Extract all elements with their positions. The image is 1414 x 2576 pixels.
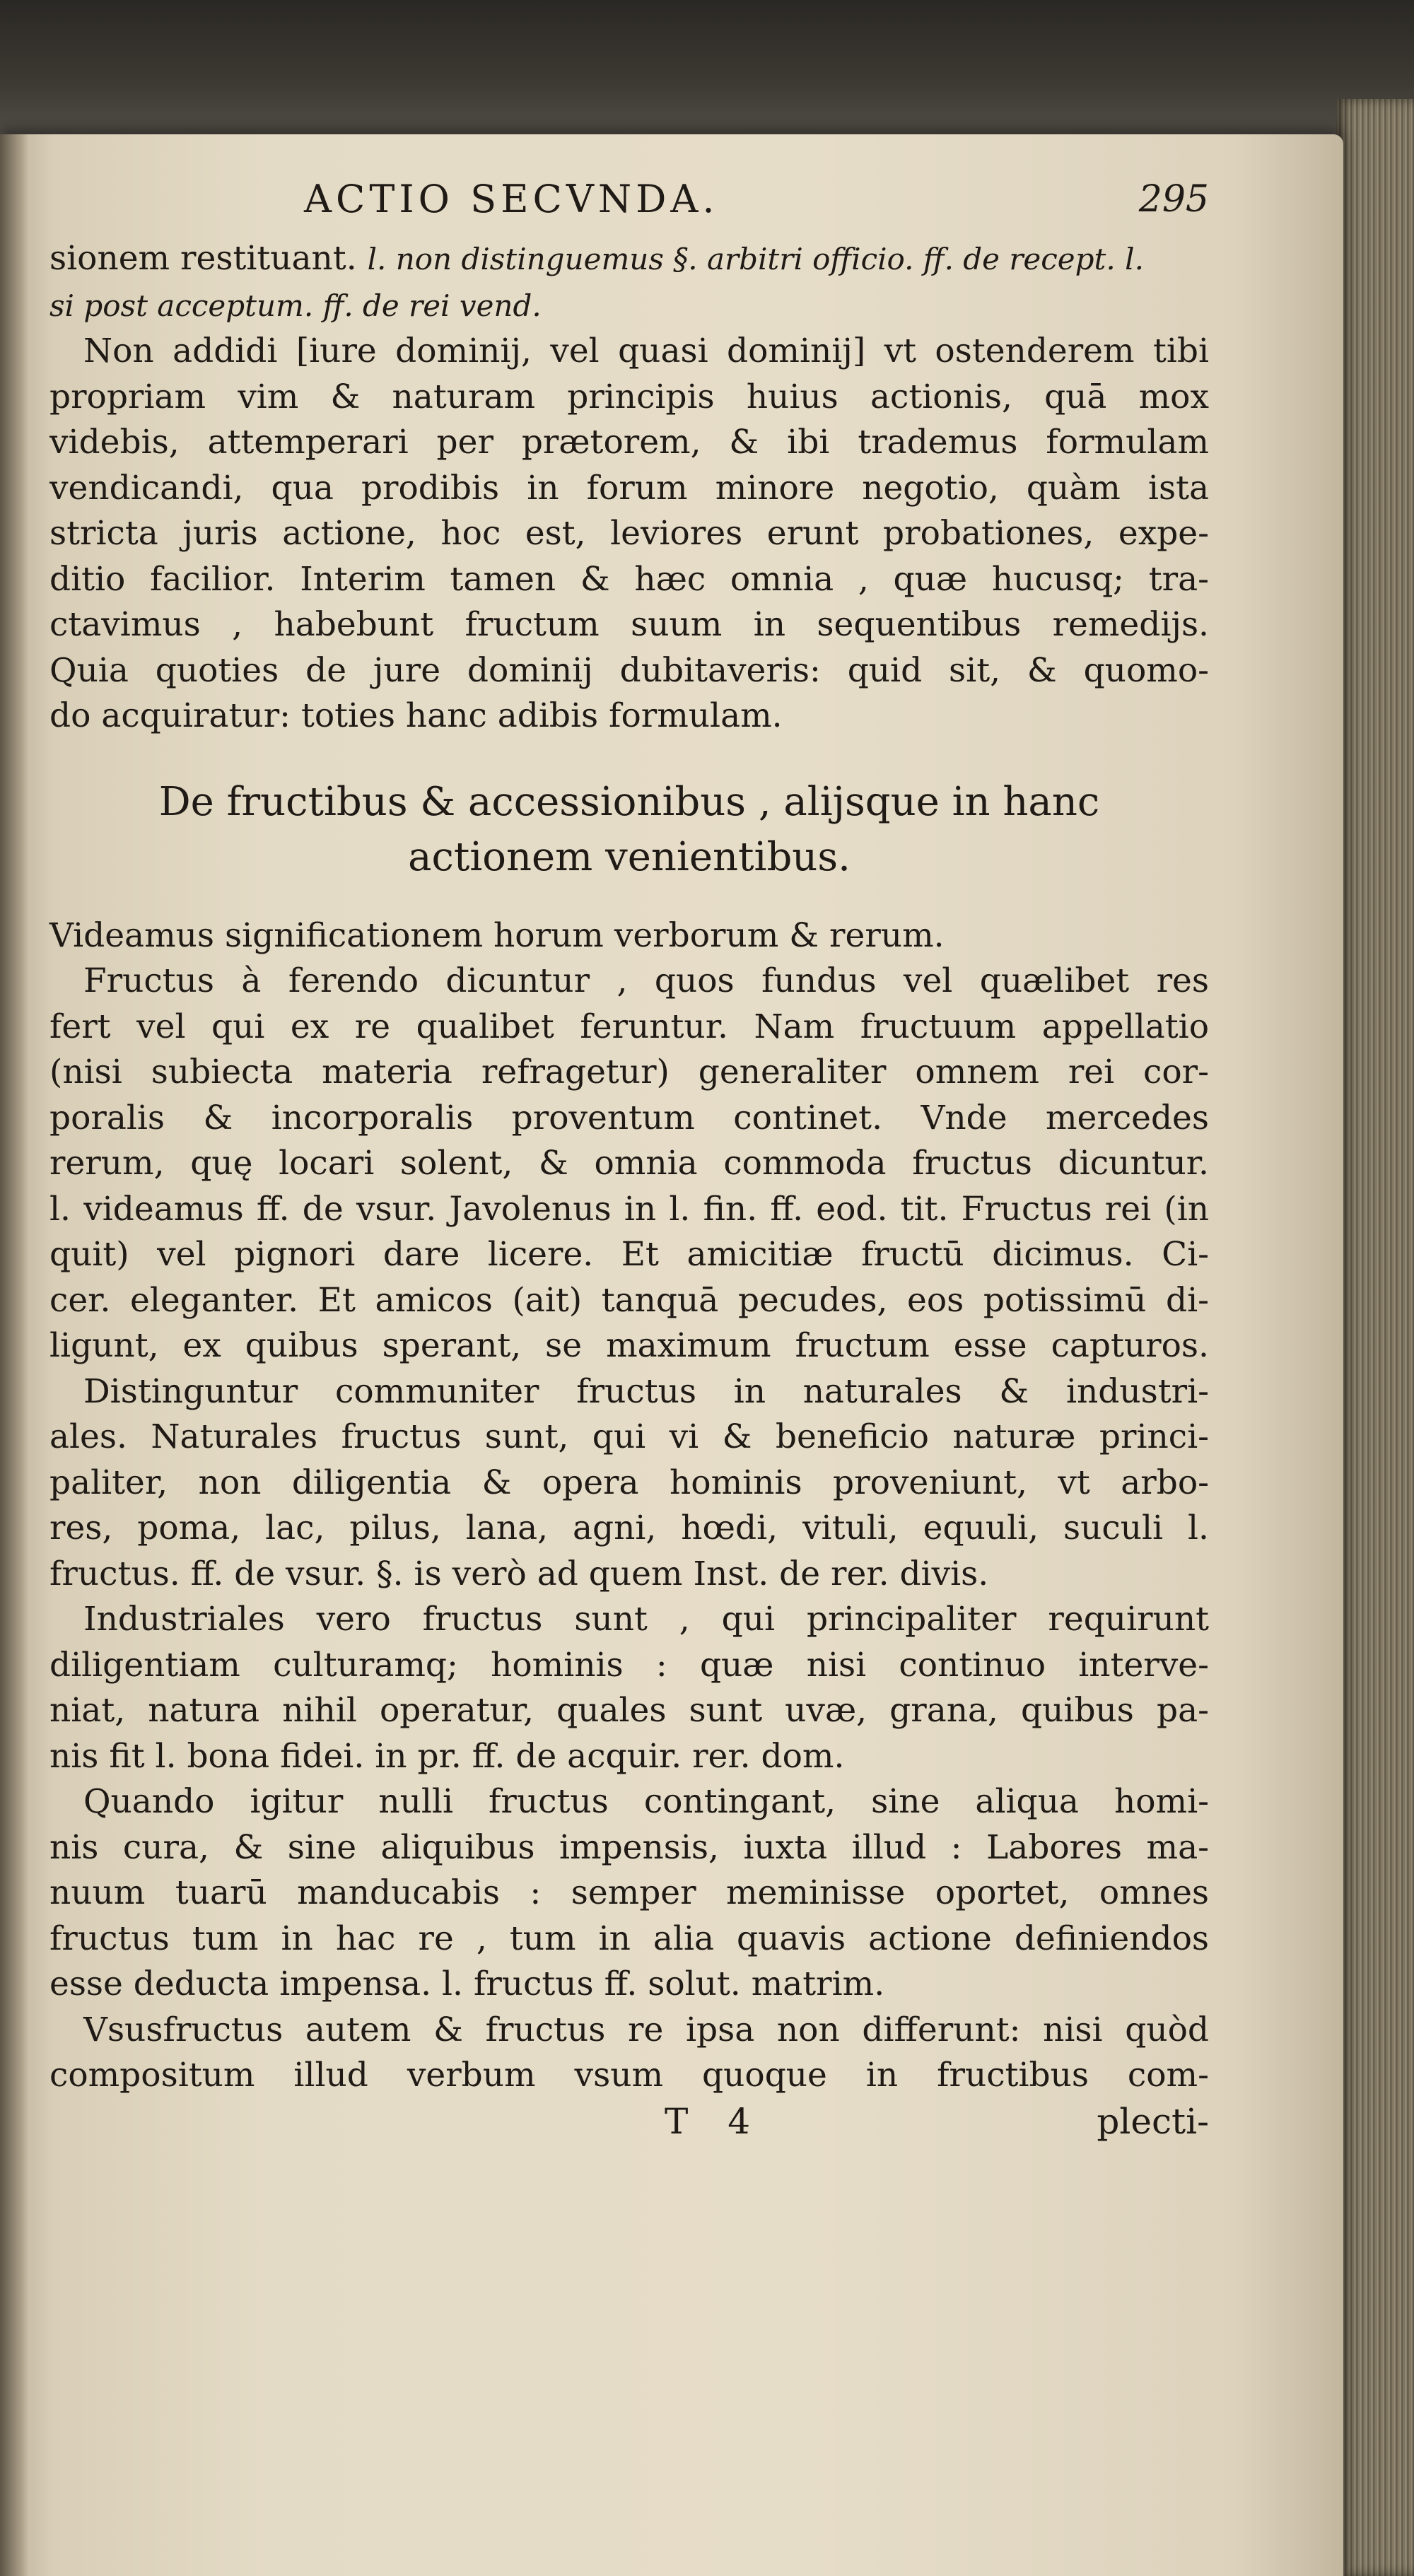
scan-background	[0, 0, 1414, 141]
text-line: Videamus significationem horum verborum & rerum.	[49, 915, 945, 955]
paragraph-6	[49, 1597, 1209, 1779]
signature-mark: T 4	[665, 2100, 765, 2142]
text-line: propriam vim & naturam principis huius actionis, quā mox	[49, 377, 1209, 416]
text-line: Distinguntur communiter fructus in naturales & industri-	[83, 1371, 1209, 1411]
text-line: cer. eleganter. Et amicos (ait) tanquā pecudes, eos potissimū di-	[49, 1280, 1209, 1320]
text-line: Quando igitur nulli fructus contingant, sine aliqua homi-	[83, 1782, 1209, 1821]
text-line: ales. Naturales fructus sunt, qui vi & beneficio naturæ princi-	[49, 1417, 1209, 1456]
text-line: nuum tuarū manducabis : semper meminisse oportet, omnes	[49, 1873, 1209, 1912]
text-line: quit) vel pignori dare licere. Et amicitiæ fructū dicimus. Ci-	[49, 1235, 1209, 1274]
text-line: nis cura, & sine aliquibus impensis, iuxta illud : Labores ma-	[49, 1827, 1209, 1867]
text-line: stricta juris actione, hoc est, leviores erunt probationes, expe-	[49, 514, 1209, 553]
text-line: fructus tum in hac re , tum in alia quavis actione definiendos	[49, 1919, 1209, 1958]
page-number: 295	[1138, 178, 1209, 221]
text-line: diligentiam culturamq; hominis : quæ nisi continuo interve-	[49, 1645, 1209, 1685]
section-heading	[49, 775, 1209, 885]
text-line: ligunt, ex quibus sperant, se maximum fructum esse capturos.	[49, 1326, 1209, 1365]
text-line: rerum, quę locari solent, & omnia commoda fructus dicuntur.	[49, 1144, 1209, 1183]
text-line: l. videamus ff. de vsur. Javolenus in l. fin. ff. eod. tit. Fructus rei (in	[49, 1189, 1209, 1229]
text-line: Quia quoties de jure dominij dubitaveris: quid sit, & quomo-	[49, 650, 1209, 690]
paragraph-4	[49, 959, 1209, 1369]
text-line: Fructus à ferendo dicuntur , quos fundus vel quælibet res	[83, 961, 1209, 1000]
text-line: Industriales vero fructus sunt , qui principaliter requirunt	[83, 1600, 1209, 1639]
page-header	[49, 177, 1209, 233]
text-line: compositum illud verbum vsum quoque in fructibus com-	[49, 2056, 1209, 2095]
heading-line: actionem venientibus.	[408, 833, 851, 880]
text-line: ditio facilior. Interim tamen & hæc omnia , quæ hucusq; tra-	[49, 559, 1209, 599]
text-line: fructus. ff. de vsur. §. is verò ad quem Inst. de rer. divis.	[49, 1554, 989, 1593]
text-line: vendicandi, qua prodibis in forum minore negotio, quàm ista	[49, 468, 1209, 508]
page-footer	[49, 2099, 1209, 2150]
text-line: Vsusfructus autem & fructus re ipsa non differunt: nisi quòd	[83, 2010, 1209, 2049]
paragraph-8	[49, 2008, 1209, 2099]
text-line: si post acceptum. ff. de rei vend.	[49, 288, 542, 323]
text-line: sionem restituant. l. non distinguemus §. arbitri officio. ff. de recept. l.	[49, 239, 1144, 278]
text-line: (nisi subiecta materia refragetur) generaliter omnem rei cor-	[49, 1053, 1209, 1091]
page-text	[49, 177, 1209, 2150]
text-line: niat, natura nihil operatur, quales sunt uvæ, grana, quibus pa-	[49, 1691, 1209, 1730]
text-line: nis fit l. bona fidei. in pr. ff. de acquir. rer. dom.	[49, 1736, 845, 1776]
text-line: ctavimus , habebunt fructum suum in sequentibus remedijs.	[49, 605, 1209, 644]
paragraph-7	[49, 1779, 1209, 2008]
text-line: paliter, non diligentia & opera hominis proveniunt, vt arbo-	[49, 1463, 1209, 1502]
paragraph-2	[49, 329, 1209, 739]
text-line: do acquiratur: toties hanc adibis formulam.	[49, 696, 783, 735]
paragraph-1	[49, 236, 1209, 329]
text-line: res, poma, lac, pilus, lana, agni, hœdi, vituli, equuli, suculi l.	[49, 1509, 1209, 1547]
text-line: fert vel qui ex re qualibet feruntur. Nam fructuum appellatio	[49, 1007, 1209, 1046]
text-line: esse deducta impensa. l. fructus ff. solut. matrim.	[49, 1965, 885, 2003]
text-line: videbis, attemperari per prætorem, & ibi trademus formulam	[49, 423, 1209, 462]
text-line: poralis & incorporalis proventum continet. Vnde mercedes	[49, 1098, 1209, 1137]
paragraph-3	[49, 913, 1209, 959]
book-page-edges	[1336, 99, 1414, 2576]
heading-line: De fructibus & accessionibus , alijsque in hanc	[158, 778, 1100, 825]
text-line: Non addidi [iure dominij, vel quasi dominij] vt ostenderem tibi	[83, 332, 1209, 370]
page-gutter	[0, 134, 28, 2576]
catchword: plecti-	[1097, 2100, 1209, 2142]
running-head: ACTIO SECVNDA.	[304, 177, 719, 221]
paragraph-5	[49, 1369, 1209, 1598]
